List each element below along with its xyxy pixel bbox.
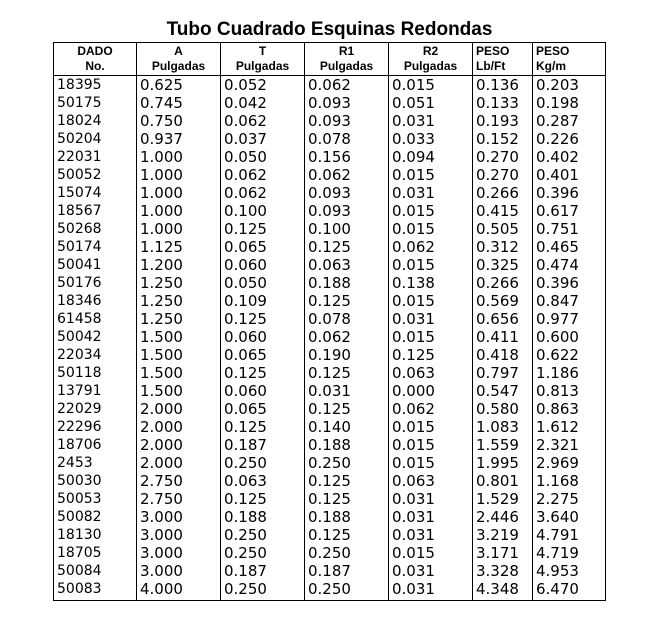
cell-a: 0.745 (137, 94, 221, 112)
table-row (54, 508, 606, 526)
table-row (54, 148, 606, 166)
table-row (54, 490, 606, 508)
header-r2-line2: Pulgadas (403, 59, 458, 73)
cell-peso-kgm: 3.640 (533, 508, 606, 526)
cell-r2: 0.015 (389, 454, 473, 472)
cell-peso-lbft: 0.418 (473, 346, 533, 364)
cell-a: 1.500 (137, 346, 221, 364)
cell-peso-kgm: 0.977 (533, 310, 606, 328)
header-r2-line1: R2 (422, 44, 439, 58)
table-row (54, 364, 606, 382)
header-peso-kgm-line1: PESO (536, 44, 570, 58)
cell-t: 0.065 (221, 400, 305, 418)
cell-peso-kgm: 0.226 (533, 130, 606, 148)
cell-peso-kgm: 4.953 (533, 562, 606, 580)
cell-a: 0.937 (137, 130, 221, 148)
cell-dado: 18130 (57, 527, 102, 543)
cell-r2: 0.015 (389, 166, 473, 184)
cell-t: 0.052 (221, 76, 305, 95)
cell-peso-lbft: 1.559 (473, 436, 533, 454)
cell-dado: 50052 (57, 167, 102, 183)
cell-peso-kgm: 1.168 (533, 472, 606, 490)
cell-dado: 50175 (57, 95, 102, 111)
header-peso-lbft-line2: Lb/Ft (476, 59, 506, 73)
table-row (54, 562, 606, 580)
table-row (54, 238, 606, 256)
cell-peso-kgm: 0.402 (533, 148, 606, 166)
cell-a: 2.000 (137, 418, 221, 436)
cell-dado: 50174 (57, 239, 102, 255)
cell-peso-lbft: 0.270 (473, 166, 533, 184)
cell-r1: 0.093 (305, 94, 389, 112)
cell-r2: 0.094 (389, 148, 473, 166)
cell-t: 0.050 (221, 148, 305, 166)
cell-r1: 0.093 (305, 184, 389, 202)
cell-peso-lbft: 0.505 (473, 220, 533, 238)
cell-dado: 22034 (57, 347, 102, 363)
table-row (54, 418, 606, 436)
table-row (54, 292, 606, 310)
table-row (54, 76, 606, 95)
cell-dado: 50041 (57, 257, 102, 273)
cell-dado: 50176 (57, 275, 102, 291)
cell-r1: 0.140 (305, 418, 389, 436)
cell-t: 0.100 (221, 202, 305, 220)
cell-a: 4.000 (137, 580, 221, 601)
cell-r2: 0.031 (389, 562, 473, 580)
table-row (54, 112, 606, 130)
page-title: Tubo Cuadrado Esquinas Redondas (166, 19, 493, 40)
cell-a: 3.000 (137, 544, 221, 562)
cell-t: 0.188 (221, 508, 305, 526)
table-row (54, 94, 606, 112)
cell-dado: 22296 (57, 419, 102, 435)
cell-a: 2.000 (137, 436, 221, 454)
cell-a: 3.000 (137, 526, 221, 544)
cell-a: 1.500 (137, 382, 221, 400)
cell-dado: 50042 (57, 329, 102, 345)
table-body (54, 76, 606, 601)
cell-peso-lbft: 0.801 (473, 472, 533, 490)
cell-t: 0.250 (221, 544, 305, 562)
header-a-line2: Pulgadas (151, 59, 206, 73)
cell-r1: 0.250 (305, 544, 389, 562)
cell-peso-lbft: 0.270 (473, 148, 533, 166)
cell-r1: 0.062 (305, 76, 389, 95)
cell-dado: 50030 (57, 473, 102, 489)
cell-peso-kgm: 0.813 (533, 382, 606, 400)
cell-a: 2.750 (137, 472, 221, 490)
cell-t: 0.062 (221, 166, 305, 184)
cell-a: 1.000 (137, 184, 221, 202)
cell-dado: 18395 (57, 77, 102, 93)
cell-peso-lbft: 0.325 (473, 256, 533, 274)
header-dado-line2: No. (85, 59, 105, 73)
cell-peso-kgm: 0.198 (533, 94, 606, 112)
cell-t: 0.065 (221, 238, 305, 256)
cell-r2: 0.000 (389, 382, 473, 400)
cell-r2: 0.125 (389, 346, 473, 364)
table-row (54, 400, 606, 418)
cell-a: 1.250 (137, 310, 221, 328)
cell-t: 0.062 (221, 112, 305, 130)
cell-peso-lbft: 0.136 (473, 76, 533, 95)
table-row (54, 184, 606, 202)
cell-peso-lbft: 0.411 (473, 328, 533, 346)
cell-dado: 2453 (57, 455, 93, 471)
cell-a: 1.500 (137, 364, 221, 382)
cell-a: 1.000 (137, 166, 221, 184)
cell-t: 0.187 (221, 562, 305, 580)
table-row (54, 274, 606, 292)
cell-t: 0.042 (221, 94, 305, 112)
cell-r1: 0.093 (305, 202, 389, 220)
header-peso-kgm-line2: Kg/m (536, 59, 566, 73)
cell-peso-kgm: 0.396 (533, 184, 606, 202)
cell-dado: 50268 (57, 221, 102, 237)
cell-dado: 22029 (57, 401, 102, 417)
cell-peso-kgm: 6.470 (533, 580, 606, 601)
cell-t: 0.060 (221, 328, 305, 346)
cell-peso-kgm: 0.396 (533, 274, 606, 292)
cell-r2: 0.015 (389, 418, 473, 436)
cell-t: 0.187 (221, 436, 305, 454)
cell-dado: 50118 (57, 365, 102, 381)
cell-t: 0.125 (221, 490, 305, 508)
cell-r2: 0.063 (389, 364, 473, 382)
cell-t: 0.125 (221, 220, 305, 238)
cell-peso-lbft: 0.152 (473, 130, 533, 148)
cell-t: 0.060 (221, 382, 305, 400)
cell-t: 0.250 (221, 454, 305, 472)
cell-t: 0.060 (221, 256, 305, 274)
table-row (54, 454, 606, 472)
cell-dado: 13791 (57, 383, 102, 399)
cell-a: 3.000 (137, 562, 221, 580)
cell-peso-lbft: 0.569 (473, 292, 533, 310)
cell-r2: 0.015 (389, 220, 473, 238)
table-row (54, 526, 606, 544)
header-row (54, 43, 606, 76)
table-row (54, 346, 606, 364)
cell-r2: 0.062 (389, 238, 473, 256)
table-row (54, 202, 606, 220)
cell-t: 0.125 (221, 418, 305, 436)
cell-r1: 0.093 (305, 112, 389, 130)
cell-r1: 0.078 (305, 310, 389, 328)
table-row (54, 166, 606, 184)
cell-peso-lbft: 0.266 (473, 274, 533, 292)
cell-r2: 0.031 (389, 112, 473, 130)
cell-t: 0.125 (221, 364, 305, 382)
cell-r2: 0.031 (389, 310, 473, 328)
cell-t: 0.050 (221, 274, 305, 292)
cell-t: 0.250 (221, 580, 305, 601)
cell-r2: 0.015 (389, 544, 473, 562)
cell-a: 1.500 (137, 328, 221, 346)
header-a (137, 43, 221, 76)
cell-a: 0.750 (137, 112, 221, 130)
cell-r2: 0.031 (389, 508, 473, 526)
cell-peso-kgm: 0.622 (533, 346, 606, 364)
cell-t: 0.063 (221, 472, 305, 490)
cell-peso-lbft: 4.348 (473, 580, 533, 601)
cell-peso-lbft: 3.328 (473, 562, 533, 580)
cell-r2: 0.031 (389, 490, 473, 508)
cell-r1: 0.188 (305, 508, 389, 526)
cell-peso-lbft: 1.995 (473, 454, 533, 472)
cell-peso-lbft: 0.193 (473, 112, 533, 130)
cell-peso-kgm: 2.321 (533, 436, 606, 454)
cell-peso-kgm: 0.465 (533, 238, 606, 256)
cell-r2: 0.015 (389, 436, 473, 454)
cell-r1: 0.125 (305, 526, 389, 544)
header-t-line2: Pulgadas (235, 59, 290, 73)
header-r1-line1: R1 (338, 44, 355, 58)
cell-r1: 0.063 (305, 256, 389, 274)
cell-a: 2.000 (137, 400, 221, 418)
cell-t: 0.250 (221, 526, 305, 544)
cell-peso-lbft: 3.171 (473, 544, 533, 562)
cell-r2: 0.031 (389, 184, 473, 202)
table-row (54, 310, 606, 328)
table-row (54, 472, 606, 490)
cell-a: 1.125 (137, 238, 221, 256)
cell-a: 1.250 (137, 274, 221, 292)
cell-peso-kgm: 0.600 (533, 328, 606, 346)
cell-peso-kgm: 0.287 (533, 112, 606, 130)
cell-r2: 0.033 (389, 130, 473, 148)
cell-a: 1.250 (137, 292, 221, 310)
cell-r1: 0.100 (305, 220, 389, 238)
cell-t: 0.037 (221, 130, 305, 148)
cell-dado: 18706 (57, 437, 102, 453)
table-row (54, 328, 606, 346)
cell-peso-lbft: 0.415 (473, 202, 533, 220)
cell-peso-kgm: 1.186 (533, 364, 606, 382)
cell-a: 1.000 (137, 220, 221, 238)
table-row (54, 382, 606, 400)
cell-r2: 0.015 (389, 256, 473, 274)
cell-r2: 0.015 (389, 328, 473, 346)
cell-peso-kgm: 4.719 (533, 544, 606, 562)
cell-peso-kgm: 0.203 (533, 76, 606, 95)
cell-t: 0.062 (221, 184, 305, 202)
cell-r2: 0.062 (389, 400, 473, 418)
cell-peso-lbft: 0.580 (473, 400, 533, 418)
header-t (221, 43, 305, 76)
cell-r2: 0.051 (389, 94, 473, 112)
cell-r2: 0.063 (389, 472, 473, 490)
cell-r1: 0.250 (305, 454, 389, 472)
cell-r1: 0.078 (305, 130, 389, 148)
header-dado (54, 43, 137, 76)
cell-peso-kgm: 0.617 (533, 202, 606, 220)
cell-r2: 0.015 (389, 202, 473, 220)
cell-dado: 18567 (57, 203, 102, 219)
cell-r2: 0.138 (389, 274, 473, 292)
cell-r2: 0.015 (389, 292, 473, 310)
cell-r1: 0.190 (305, 346, 389, 364)
cell-peso-lbft: 0.312 (473, 238, 533, 256)
cell-a: 1.000 (137, 202, 221, 220)
table-row (54, 544, 606, 562)
cell-peso-kgm: 0.863 (533, 400, 606, 418)
cell-dado: 50084 (57, 563, 102, 579)
cell-a: 0.625 (137, 76, 221, 95)
cell-a: 1.200 (137, 256, 221, 274)
cell-peso-lbft: 0.547 (473, 382, 533, 400)
cell-peso-kgm: 1.612 (533, 418, 606, 436)
header-peso-lbft (473, 43, 533, 76)
cell-peso-lbft: 0.133 (473, 94, 533, 112)
cell-peso-kgm: 0.751 (533, 220, 606, 238)
header-dado-line1: DADO (77, 44, 113, 58)
cell-peso-kgm: 2.969 (533, 454, 606, 472)
header-r1-line2: Pulgadas (319, 59, 374, 73)
cell-dado: 50083 (57, 581, 102, 597)
table-header (54, 43, 606, 76)
cell-peso-kgm: 2.275 (533, 490, 606, 508)
cell-dado: 15074 (57, 185, 102, 201)
cell-dado: 18024 (57, 113, 102, 129)
cell-dado: 18346 (57, 293, 102, 309)
cell-r1: 0.125 (305, 490, 389, 508)
cell-dado: 50053 (57, 491, 102, 507)
cell-peso-kgm: 4.791 (533, 526, 606, 544)
cell-a: 1.000 (137, 148, 221, 166)
cell-peso-lbft: 0.656 (473, 310, 533, 328)
header-r1 (305, 43, 389, 76)
cell-a: 2.000 (137, 454, 221, 472)
cell-peso-kgm: 0.847 (533, 292, 606, 310)
cell-peso-lbft: 2.446 (473, 508, 533, 526)
cell-a: 2.750 (137, 490, 221, 508)
table-row (54, 580, 606, 601)
header-a-line1: A (174, 44, 183, 58)
cell-r1: 0.125 (305, 238, 389, 256)
cell-r1: 0.062 (305, 328, 389, 346)
header-t-line1: T (258, 44, 267, 58)
spec-table (53, 42, 606, 601)
cell-t: 0.065 (221, 346, 305, 364)
cell-a: 3.000 (137, 508, 221, 526)
cell-peso-kgm: 0.401 (533, 166, 606, 184)
cell-r1: 0.031 (305, 382, 389, 400)
header-r2 (389, 43, 473, 76)
cell-r2: 0.031 (389, 526, 473, 544)
cell-r1: 0.188 (305, 436, 389, 454)
cell-r1: 0.156 (305, 148, 389, 166)
cell-r1: 0.125 (305, 400, 389, 418)
table-row (54, 256, 606, 274)
cell-r1: 0.125 (305, 292, 389, 310)
cell-peso-lbft: 1.083 (473, 418, 533, 436)
cell-r1: 0.062 (305, 166, 389, 184)
cell-dado: 18705 (57, 545, 102, 561)
cell-r1: 0.188 (305, 274, 389, 292)
cell-r2: 0.031 (389, 580, 473, 601)
cell-r1: 0.187 (305, 562, 389, 580)
cell-peso-lbft: 1.529 (473, 490, 533, 508)
cell-dado: 22031 (57, 149, 102, 165)
cell-peso-lbft: 0.797 (473, 364, 533, 382)
cell-r1: 0.250 (305, 580, 389, 601)
cell-peso-kgm: 0.474 (533, 256, 606, 274)
cell-r1: 0.125 (305, 364, 389, 382)
cell-peso-lbft: 0.266 (473, 184, 533, 202)
cell-dado: 61458 (57, 311, 102, 327)
header-peso-kgm (533, 43, 606, 76)
table-row (54, 130, 606, 148)
cell-t: 0.125 (221, 310, 305, 328)
cell-r1: 0.125 (305, 472, 389, 490)
cell-t: 0.109 (221, 292, 305, 310)
cell-dado: 50082 (57, 509, 102, 525)
table-row (54, 436, 606, 454)
cell-r2: 0.015 (389, 76, 473, 95)
cell-peso-lbft: 3.219 (473, 526, 533, 544)
table-row (54, 220, 606, 238)
header-peso-lbft-line1: PESO (476, 44, 510, 58)
cell-dado: 50204 (57, 131, 102, 147)
